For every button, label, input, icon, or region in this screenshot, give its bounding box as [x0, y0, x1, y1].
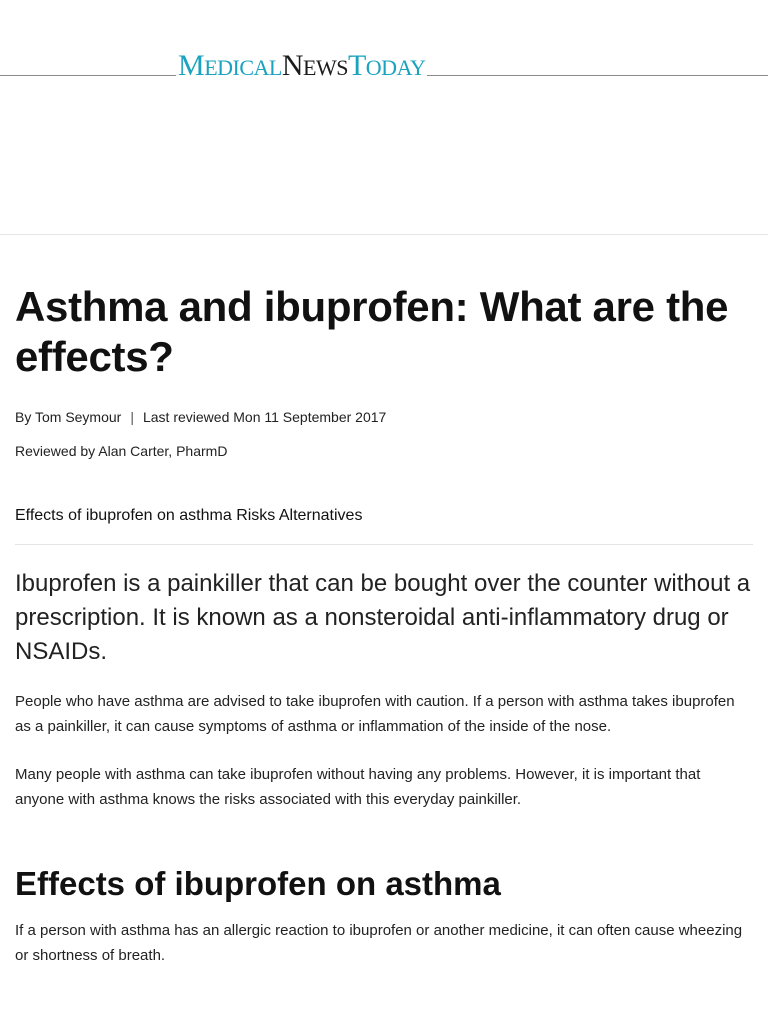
section-heading: Effects of ibuprofen on asthma — [15, 865, 501, 902]
table-of-contents — [15, 506, 753, 545]
article — [15, 282, 753, 968]
body-paragraph: People who have asthma are advised to take ibuprofen with caution. If a person with asthma takes ibuprofen as a painkiller, it can cause symptoms of asthma or inflammation of the inside of the nose. — [15, 693, 735, 735]
byline-separator: | — [130, 409, 134, 425]
logo-word-today: TODAY — [347, 49, 426, 82]
article-title: Asthma and ibuprofen: What are the effects? — [15, 283, 729, 380]
toc-link-alternatives[interactable]: Alternatives — [278, 507, 363, 524]
byline — [15, 408, 753, 426]
section-paragraph: If a person with asthma has an allergic reaction to ibuprofen or another medicine, it can often cause wheezing or shortness of breath. — [15, 922, 743, 964]
lead-paragraph: Ibuprofen is a painkiller that can be bought over the counter without a prescription. It is known as a nonsteroidal anti-inflammatory drug or NSAIDs. — [15, 570, 751, 665]
toc-link-effects[interactable]: Effects of ibuprofen on asthma — [15, 507, 232, 524]
toc-link-risks[interactable]: Risks — [236, 507, 276, 524]
reviewer-line[interactable]: Reviewed by Alan Carter, PharmD — [15, 443, 228, 459]
site-header — [0, 0, 768, 235]
logo-word-news: NEWS — [281, 49, 348, 82]
logo-word-medical: MEDICAL — [178, 49, 282, 82]
site-logo[interactable] — [176, 50, 427, 84]
last-reviewed-date: Last reviewed Mon 11 September 2017 — [142, 409, 387, 425]
body-paragraph: Many people with asthma can take ibuprofen without having any problems. However, it is important that anyone with asthma knows the risks associated with this everyday painkiller. — [15, 766, 701, 808]
author-link[interactable]: By Tom Seymour — [15, 409, 122, 425]
